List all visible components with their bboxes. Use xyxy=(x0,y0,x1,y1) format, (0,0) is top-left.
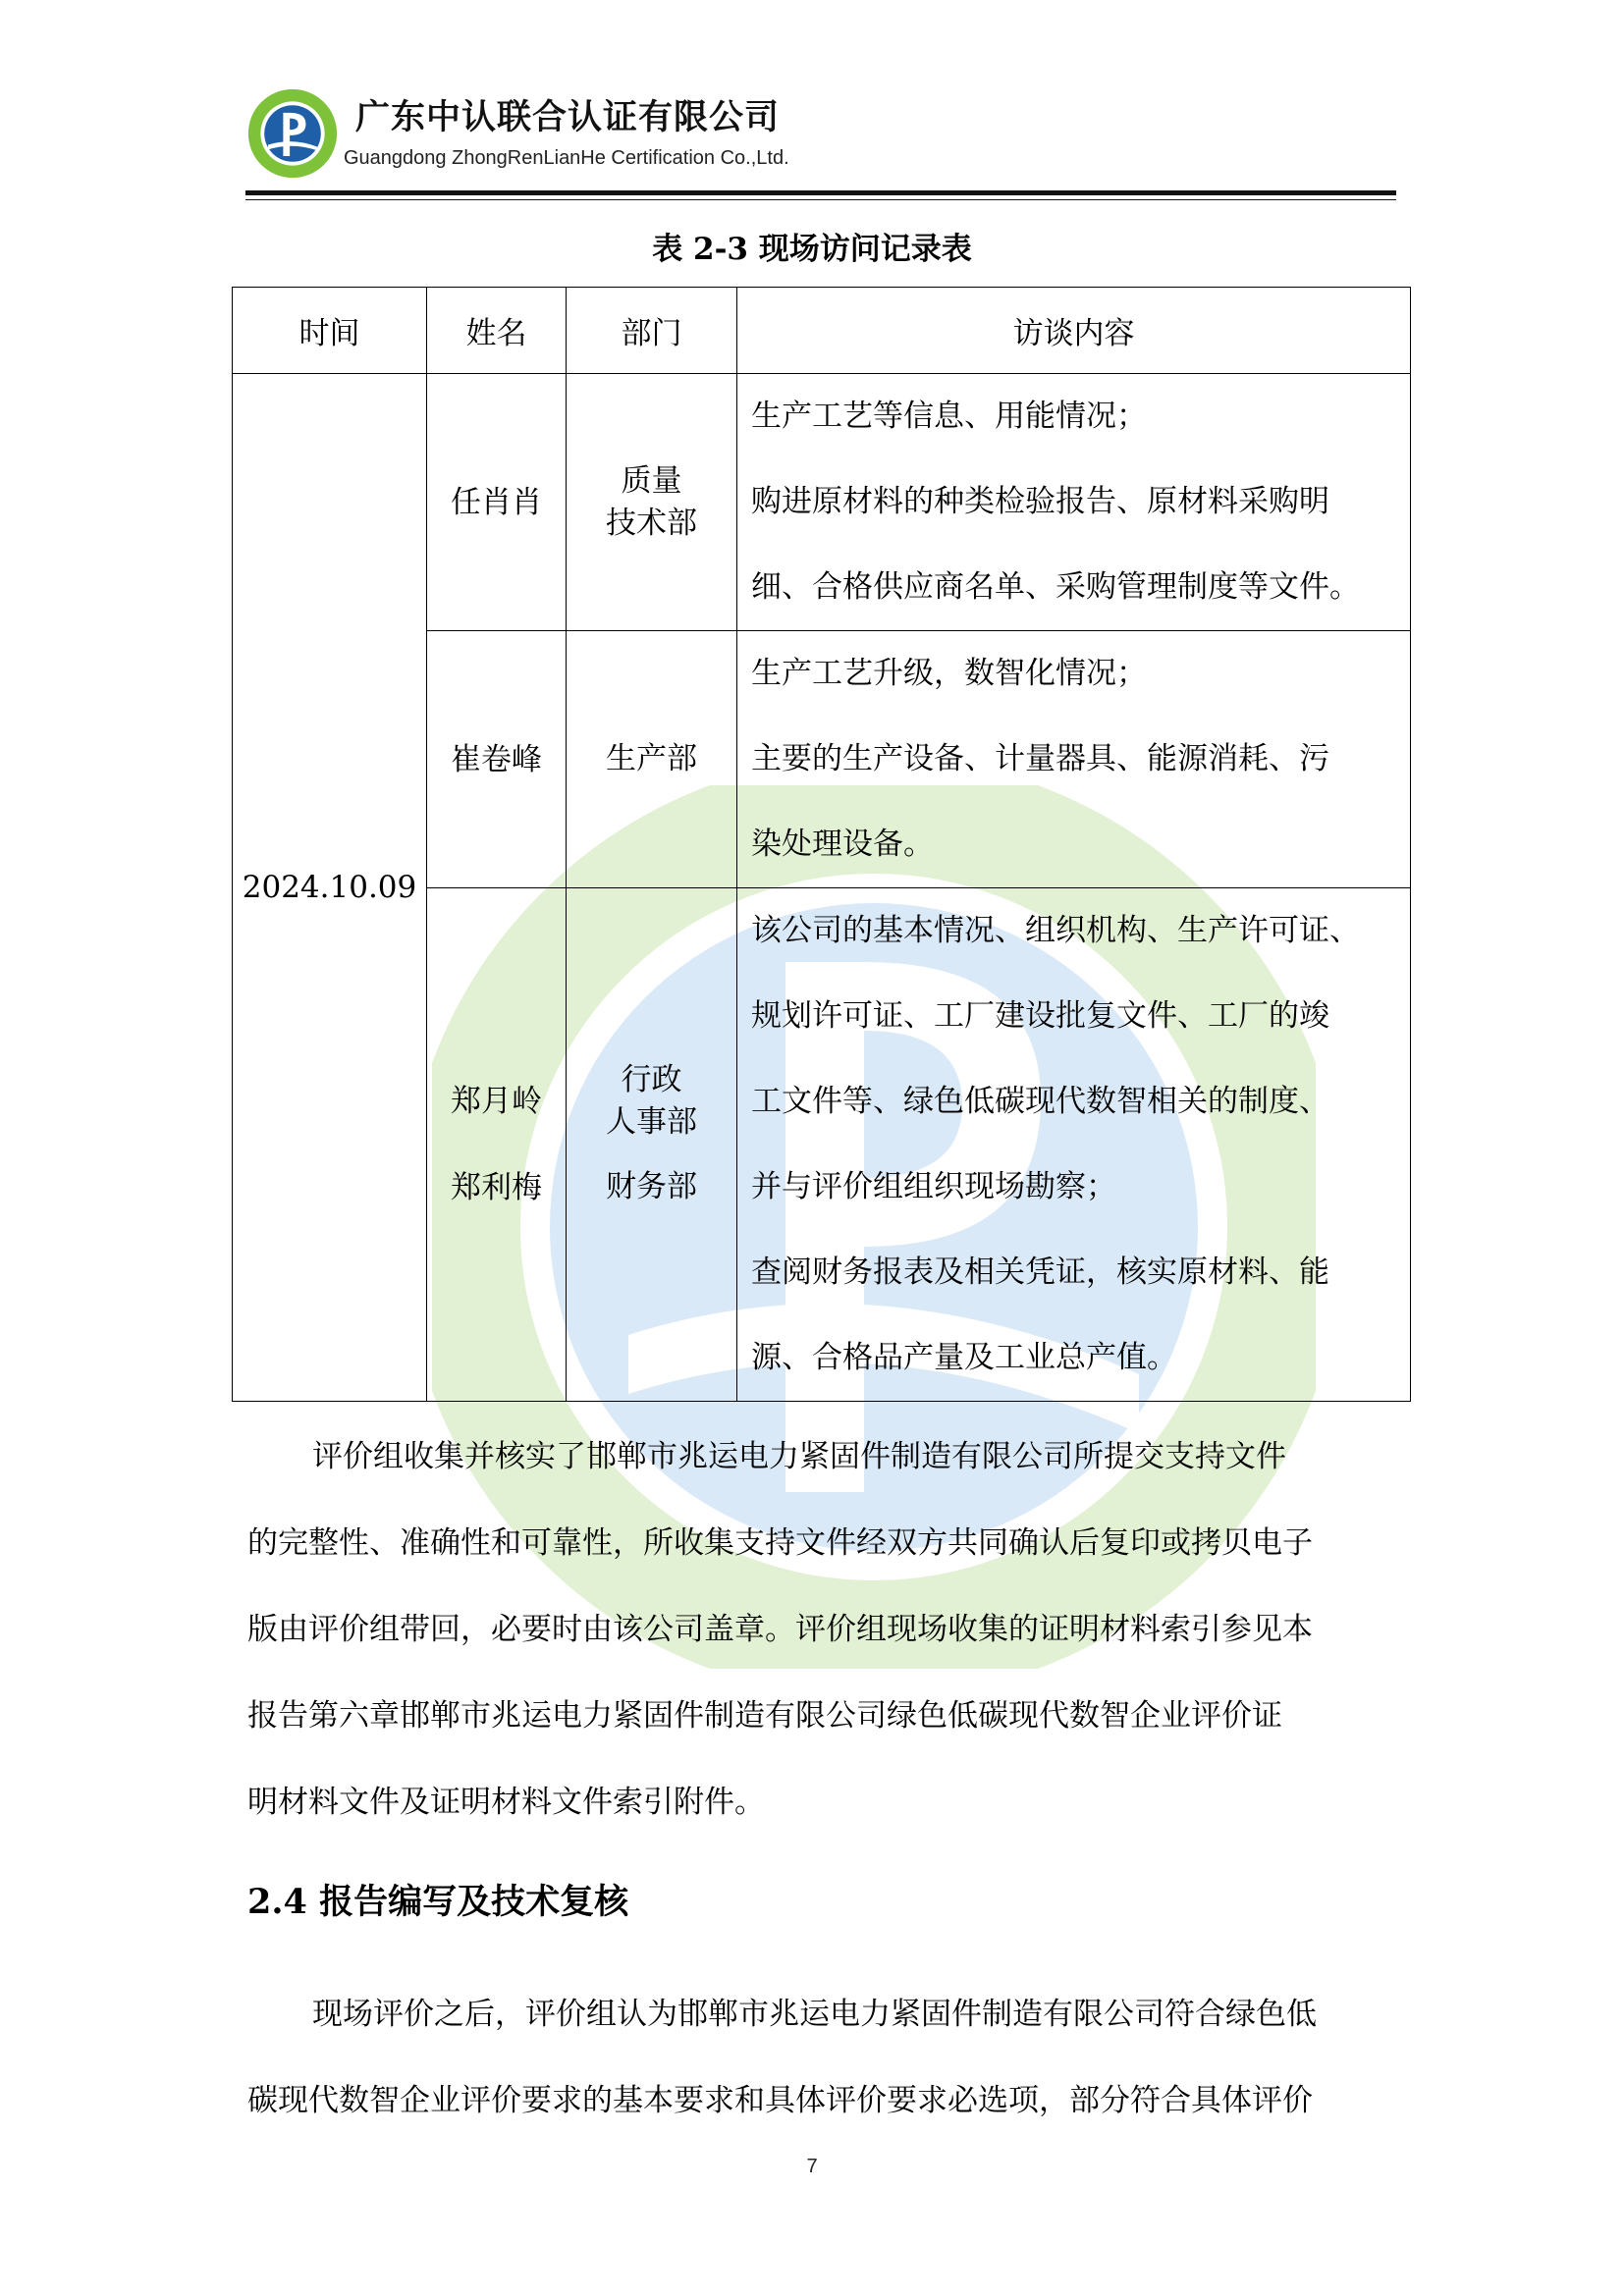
header-department: 部门 xyxy=(567,288,737,374)
paragraph-line: 明材料文件及证明材料文件索引附件。 xyxy=(247,1785,765,1820)
name-cell xyxy=(427,888,567,1402)
content-line: 主要的生产设备、计量器具、能源消耗、污 xyxy=(751,741,1329,776)
content-line: 染处理设备。 xyxy=(751,827,934,862)
department-cell xyxy=(567,631,737,888)
paragraph-line: 报告第六章邯郸市兆运电力紧固件制造有限公司绿色低碳现代数智企业评价证 xyxy=(247,1698,1282,1734)
paragraph-line: 版由评价组带回，必要时由该公司盖章。评价组现场收集的证明材料索引参见本 xyxy=(247,1612,1313,1647)
paragraph-line: 的完整性、准确性和可靠性，所收集支持文件经双方共同确认后复印或拷贝电子 xyxy=(247,1525,1313,1561)
interview-record-table xyxy=(232,287,1411,1402)
name-cell xyxy=(427,374,567,631)
paragraph-evidence-collection xyxy=(247,1414,1394,1845)
table-row xyxy=(233,374,1411,631)
content-line: 规划许可证、工厂建设批复文件、工厂的竣 xyxy=(751,998,1329,1034)
content-line: 并与评价组组织现场勘察； xyxy=(751,1169,1116,1204)
content-line: 源、合格品产量及工业总产值。 xyxy=(751,1340,1177,1375)
department-cell xyxy=(567,374,737,631)
content-line: 生产工艺等信息、用能情况； xyxy=(751,399,1147,434)
content-line: 工文件等、绿色低碳现代数智相关的制度、 xyxy=(751,1084,1329,1119)
name-cell xyxy=(427,631,567,888)
content-cell xyxy=(737,374,1411,631)
paragraph-line: 现场评价之后，评价组认为邯郸市兆运电力紧固件制造有限公司符合绿色低 xyxy=(312,1997,1317,2032)
company-name-en: Guangdong ZhongRenLianHe Certification Co.,Ltd. xyxy=(344,147,789,169)
person-name: 任肖肖 xyxy=(451,484,542,520)
person-name: 郑月岭 xyxy=(451,1084,542,1119)
content-line: 生产工艺升级，数智化情况； xyxy=(751,656,1147,691)
section-heading: 2.4 报告编写及技术复核 xyxy=(247,1882,629,1922)
department-line: 人事部 xyxy=(606,1104,697,1140)
department-line: 质量 xyxy=(621,462,682,499)
paragraph-line: 碳现代数智企业评价要求的基本要求和具体评价要求必选项，部分符合具体评价 xyxy=(247,2083,1313,2118)
header-rule-thin xyxy=(245,199,1396,200)
department-line: 技术部 xyxy=(606,505,697,541)
letterhead xyxy=(245,77,1384,199)
header-content: 访谈内容 xyxy=(737,288,1411,374)
department-line: 行政 xyxy=(621,1062,682,1097)
table-title: 表 2-3 现场访问记录表 xyxy=(652,232,972,267)
content-cell xyxy=(737,631,1411,888)
company-logo-icon xyxy=(245,86,340,181)
header-name: 姓名 xyxy=(427,288,567,374)
department-line: 财务部 xyxy=(606,1169,697,1204)
date-cell: 2024.10.09 xyxy=(233,374,427,1402)
department-line: 生产部 xyxy=(606,741,697,776)
content-line: 购进原材料的种类检验报告、原材料采购明 xyxy=(751,484,1329,519)
content-cell xyxy=(737,888,1411,1402)
table-header-row xyxy=(233,288,1411,374)
paragraph-line: 评价组收集并核实了邯郸市兆运电力紧固件制造有限公司所提交支持文件 xyxy=(312,1439,1286,1474)
content-line: 查阅财务报表及相关凭证，核实原材料、能 xyxy=(751,1255,1329,1290)
page-number: 7 xyxy=(806,2156,818,2177)
company-name-cn: 广东中认联合认证有限公司 xyxy=(355,98,781,137)
department-cell xyxy=(567,888,737,1402)
person-name: 郑利梅 xyxy=(451,1170,542,1205)
paragraph-report-writing xyxy=(247,1971,1394,2144)
header-time: 时间 xyxy=(233,288,427,374)
header-rule xyxy=(245,190,1396,195)
content-line: 细、合格供应商名单、采购管理制度等文件。 xyxy=(751,569,1360,605)
content-line: 该公司的基本情况、组织机构、生产许可证、 xyxy=(751,913,1360,948)
person-name: 崔卷峰 xyxy=(451,741,542,777)
